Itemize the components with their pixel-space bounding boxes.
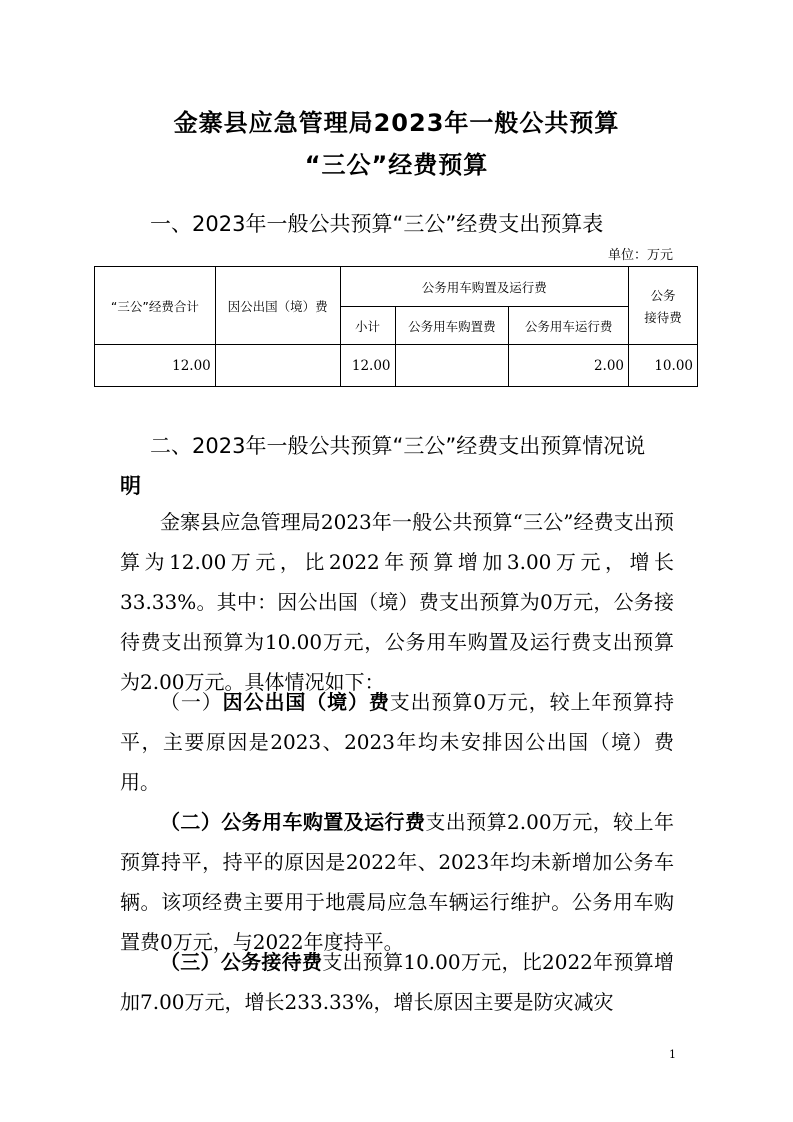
paragraph-summary: 金寨县应急管理局2023年一般公共预算“三公”经费支出预算为12.00万元，比2022年预算增加3.00万元，增长33.33%。其中：因公出国（境）费支出预算为0万元，公务接待费支出预算为10.00万元，公务用车购置及运行费支出预算为2.00万元。具体情况如下： bbox=[120, 510, 674, 694]
item3-text: 支出预算10.00万元，比2022年预算增加7.00万元，增长233.33%，增长原因主要是防灾减灾 bbox=[120, 950, 675, 1014]
header-reception-line1: 公务 bbox=[650, 287, 676, 303]
item1-bold: 因公出国（境）费 bbox=[222, 690, 390, 714]
section1-heading: 一、2023年一般公共预算“三公”经费支出预算表 bbox=[150, 212, 604, 236]
cell-total: 12.00 bbox=[95, 345, 216, 387]
document-title-line1: 金寨县应急管理局2023年一般公共预算 bbox=[173, 109, 620, 137]
header-total: “三公”经费合计 bbox=[95, 267, 216, 345]
header-reception-line2: 接待费 bbox=[644, 309, 682, 325]
section2-heading-line2: 明 bbox=[120, 474, 141, 498]
item2-bold: （二）公务用车购置及运行费 bbox=[160, 810, 426, 834]
cell-subtotal: 12.00 bbox=[340, 345, 395, 387]
budget-table bbox=[94, 266, 698, 387]
unit-label: 单位：万元 bbox=[607, 248, 673, 263]
header-vehicle-group: 公务用车购置及运行费 bbox=[340, 267, 628, 307]
page-number-text: 1 bbox=[669, 1048, 676, 1061]
document-title-line2: “三公”经费预算 bbox=[304, 151, 489, 179]
item2-text: 支出预算2.00万元，较上年预算持平，持平的原因是2022年、2023年均未新增加公务车辆。该项经费主要用于地震局应急车辆运行维护。公务用车购置费0万元，与2022年度持平。 bbox=[120, 810, 675, 954]
item3-bold: （三）公务接待费 bbox=[160, 950, 323, 974]
table-header-row bbox=[95, 267, 698, 307]
header-abroad: 因公出国（境）费 bbox=[215, 267, 340, 345]
cell-reception: 10.00 bbox=[629, 345, 698, 387]
cell-vehicle-operation: 2.00 bbox=[509, 345, 629, 387]
header-subtotal: 小计 bbox=[340, 307, 395, 345]
cell-vehicle-purchase bbox=[395, 345, 509, 387]
item1-prefix: （一） bbox=[160, 690, 223, 714]
page-number bbox=[0, 1048, 793, 1061]
table-row bbox=[95, 345, 698, 387]
cell-abroad bbox=[215, 345, 340, 387]
paragraph-item3 bbox=[120, 942, 674, 1022]
item1-text: 支出预算0万元，较上年预算持平，主要原因是2023、2023年均未安排因公出国（境）费用。 bbox=[120, 690, 675, 794]
paragraph-item1 bbox=[120, 682, 674, 802]
header-vehicle-operation: 公务用车运行费 bbox=[509, 307, 629, 345]
section2-heading-line1: 二、2023年一般公共预算“三公”经费支出预算情况说 bbox=[150, 434, 646, 458]
header-reception bbox=[629, 267, 698, 345]
paragraph-item2 bbox=[120, 802, 674, 962]
header-vehicle-purchase: 公务用车购置费 bbox=[395, 307, 509, 345]
